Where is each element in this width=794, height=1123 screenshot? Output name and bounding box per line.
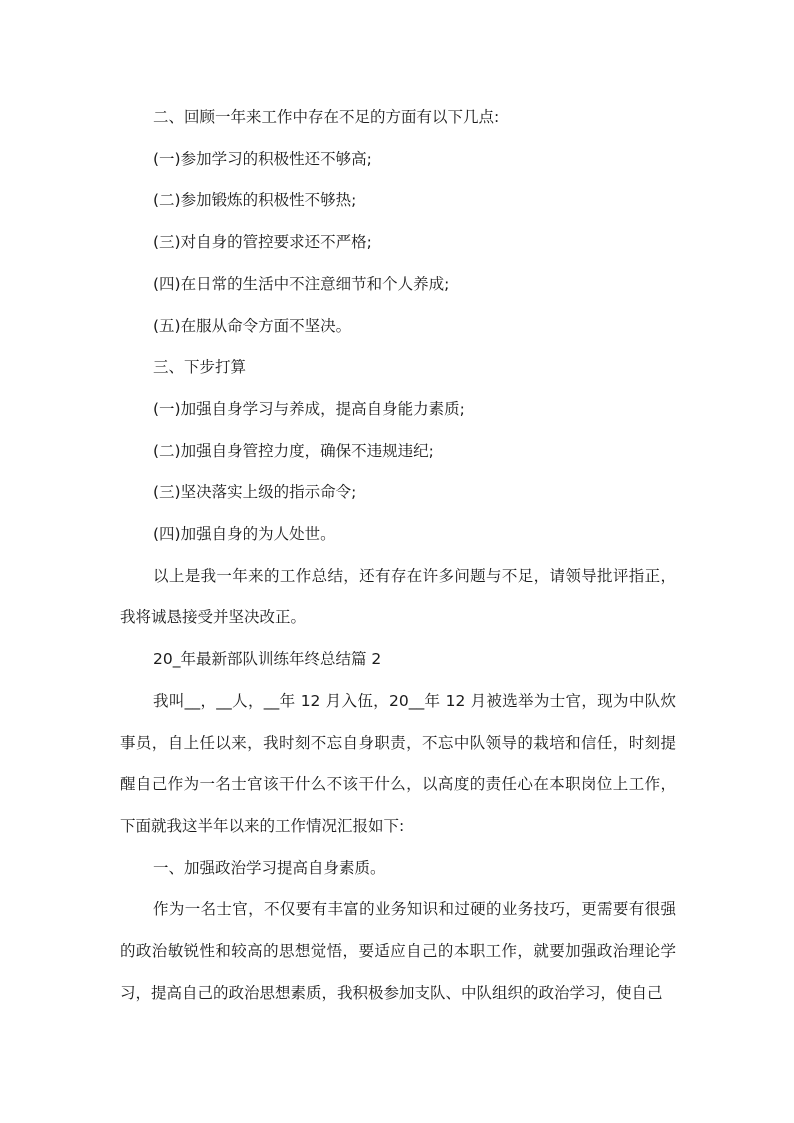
list-item: (一)参加学习的积极性还不够高;	[153, 149, 372, 168]
article-title: 20_年最新部队训练年终总结篇 2	[153, 650, 382, 669]
list-item: (三)坚决落实上级的指示命令;	[153, 483, 357, 502]
intro-paragraph: 我叫__，__人，__年 12 月入伍，20__年 12 月被选举为士官，现为中队炊事员，自上任以来，我时刻不忘自身职责，不忘中队领导的栽培和信任，时刻提醒自己作为一名士官该干什么不该干什么，以高度的责任心在本职岗位上工作，下面就我这半年以来的工作情况汇报如下:	[120, 691, 676, 835]
list-item: (二)参加锻炼的积极性不够热;	[153, 191, 357, 210]
body-paragraph: 作为一名士官，不仅要有丰富的业务知识和过硬的业务技巧，更需要有很强的政治敏锐性和较高的思想觉悟，要适应自己的本职工作，就要加强政治理论学习，提高自己的政治思想素质，我积极参加支队、中队组织的政治学习，使自己	[120, 900, 676, 1002]
list-item: (五)在服从命令方面不坚决。	[153, 316, 352, 335]
section-heading-political-study: 一、加强政治学习提高自身素质。	[153, 858, 386, 877]
closing-paragraph: 以上是我一年来的工作总结，还有存在许多问题与不足，请领导批评指正，我将诚恳接受并坚决改正。	[120, 566, 676, 627]
section-heading-shortcomings: 二、回顾一年来工作中存在不足的方面有以下几点:	[153, 108, 500, 126]
section-heading-next-steps: 三、下步打算	[153, 358, 247, 377]
list-item: (二)加强自身管控力度，确保不违规违纪;	[153, 441, 434, 460]
list-item: (一)加强自身学习与养成，提高自身能力素质;	[153, 399, 465, 418]
list-item: (三)对自身的管控要求还不严格;	[153, 233, 372, 252]
list-item: (四)在日常的生活中不注意细节和个人养成;	[153, 274, 450, 293]
list-item: (四)加强自身的为人处世。	[153, 525, 336, 544]
document-body	[120, 97, 676, 1014]
